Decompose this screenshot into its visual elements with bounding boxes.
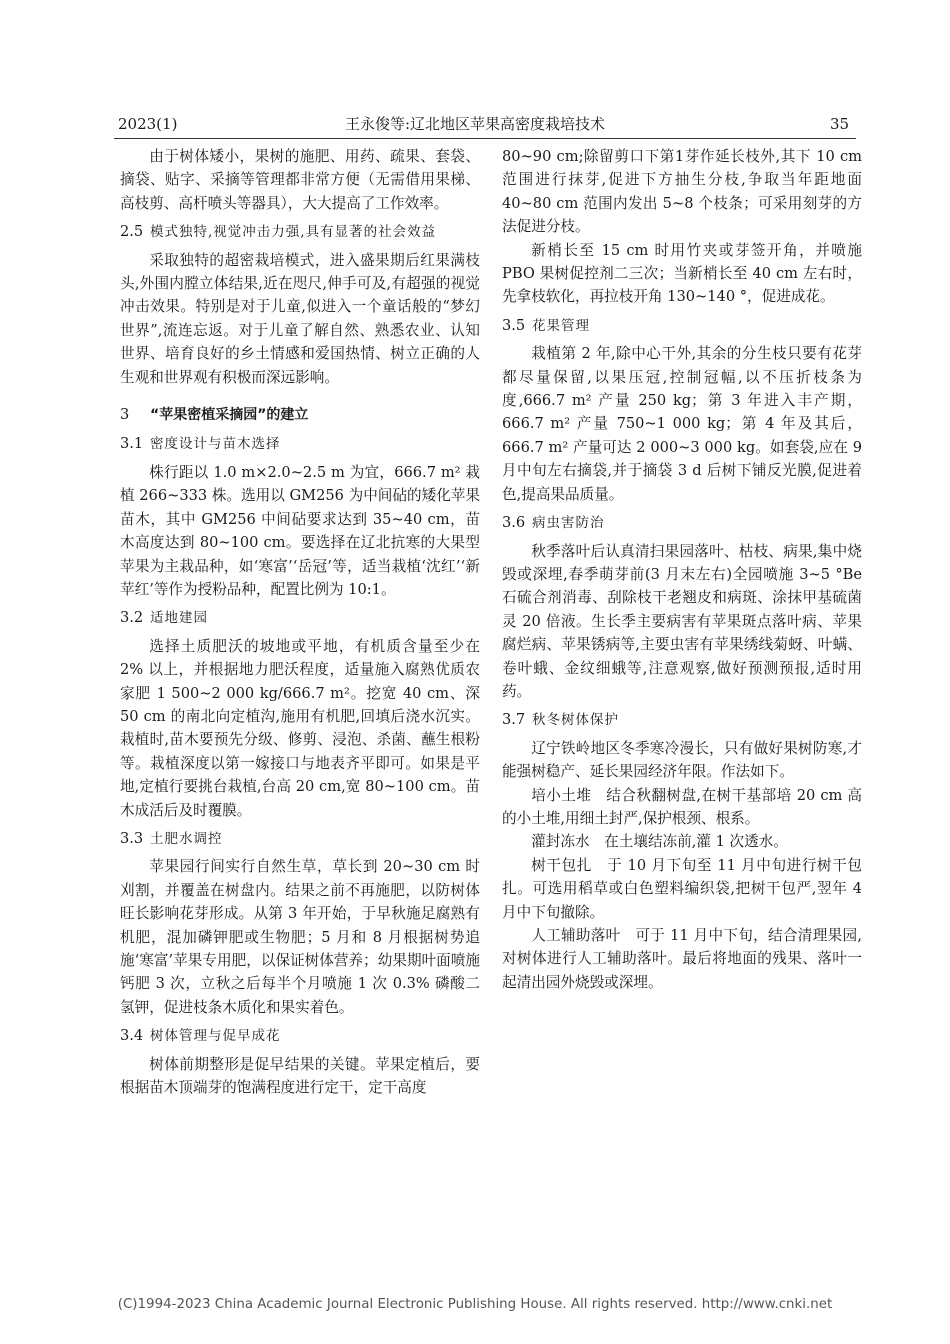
section-heading-3-2 [120, 606, 480, 630]
paragraph: 人工辅助落叶 可于 11 月中下旬，结合清理果园,对树体进行人工辅助落叶。最后将地面的残果、落叶一起清出园外烧毁或深埋。 [502, 927, 862, 991]
paragraph: 选择土质肥沃的坡地或平地，有机质含量至少在 2% 以上，并根据地力肥沃程度，适量施入腐熟优质农家肥 1 500~2 000 kg/666.7 m²。挖宽 40 cm、深 50 cm 的南北向定植沟,施用有机肥,回填后浇水沉实。栽植时,苗木要预先分级、修剪、浸泡、杀菌、蘸生根粉等。栽植深度以第一嫁接口与地表齐平即可。如果是平地,定植行要挑台栽植,台高 20 cm,宽 80~100 cm。苗木成活后及时覆膜。 [120, 637, 480, 819]
copyright-footer: (C)1994-2023 China Academic Journal Electronic Publishing House. All rights reserved. http://www.cnki.net [117, 1297, 833, 1312]
section-title: 秋冬树体保护 [532, 712, 619, 729]
section-title: “苹果密植采摘园”的建立 [150, 407, 309, 424]
paragraph: 株行距以 1.0 m×2.0~2.5 m 为宜，666.7 m² 栽植 266~333 株。选用以 GM256 为中间砧的矮化苹果苗木，其中 GM256 中间砧要求达到 35~40 cm，苗木高度达到 80~100 cm。要选择在辽北抗寒的大果型苹果为主栽品种，如‘寒富’‘岳冠’等，适当栽植‘沈红’‘新苹红’等作为授粉品种，配置比例为 10:1。 [120, 463, 480, 598]
right-column [502, 145, 862, 994]
section-number: 3.4 [120, 1027, 144, 1045]
paragraph: 树干包扎 于 10 月下旬至 11 月中旬进行树干包扎。可选用稻草或白色塑料编织袋,把树干包严,翌年 4 月中下旬撤除。 [502, 856, 862, 921]
section-title: 适地建园 [150, 610, 208, 627]
page-number: 35 [830, 115, 850, 133]
section-heading-3-1 [120, 432, 480, 456]
section-title: 土肥水调控 [150, 830, 223, 847]
section-heading-3-3 [120, 827, 480, 851]
paragraph: 采取独特的超密栽培模式，进入盛果期后红果满枝头,外围内膛立体结果,近在咫尺,伸手可及,有超强的视觉冲击效果。特别是对于儿童,似进入一个童话般的“梦幻世界”,流连忘返。对于儿童了解自然、熟悉农业、认知世界、培育良好的乡土情感和爱国热情、树立正确的人生观和世界观有积极而深远影响。 [120, 251, 480, 386]
section-number: 3.5 [502, 316, 526, 334]
section-number: 3.3 [120, 829, 144, 847]
section-number: 3.1 [120, 435, 144, 453]
section-heading-3 [120, 403, 480, 427]
running-title: 王永俊等:辽北地区苹果高密度栽培技术 [344, 115, 606, 133]
section-title: 树体管理与促早成花 [150, 1028, 281, 1045]
paragraph: 秋季落叶后认真清扫果园落叶、枯枝、病果,集中烧毁或深埋,春季萌芽前(3 月末左右)全园喷施 3~5 °Be 石硫合剂消毒、刮除枝干老翘皮和病斑、涂抹甲基硫菌灵 20 倍液。生长季主要病害有苹果斑点落叶病、苹果腐烂病、苹果锈病等,主要虫害有苹果绣线菊蚜、叶螨、卷叶蛾、金纹细蛾等,注意观察,做好预测预报,适时用药。 [502, 542, 862, 700]
section-title: 密度设计与苗木选择 [150, 436, 281, 453]
paragraph: 树体前期整形是促早结果的关键。苹果定植后，要根据苗木顶端芽的饱满程度进行定干，定干高度 [120, 1055, 480, 1097]
section-number: 2.5 [120, 223, 144, 241]
section-title: 病虫害防治 [532, 515, 605, 532]
paragraph: 栽植第 2 年,除中心干外,其余的分生枝只要有花芽都尽量保留,以果压冠,控制冠幅,以不压折枝条为度,666.7 m² 产量 250 kg；第 3 年进入丰产期，666.7 m² 产量 750~1 000 kg；第 4 年及其后，666.7 m² 产量可达 2 000~3 000 kg。如套袋,应在 9 月中旬左右摘袋,并于摘袋 3 d 后树下铺反光膜,促进着色,提高果品质量。 [502, 345, 862, 503]
section-number: 3 [120, 406, 130, 424]
section-title: 模式独特,视觉冲击力强,具有显著的社会效益 [150, 224, 437, 241]
paragraph: 苹果园行间实行自然生草，草长到 20~30 cm 时刈割，并覆盖在树盘内。结果之前不再施肥，以防树体旺长影响花芽形成。从第 3 年开始，于早秋施足腐熟有机肥，混加磷钾肥或生物肥；5 月和 8 月根据树势追施‘寒富’苹果专用肥，以保证树体营养；幼果期叶面喷施钙肥 3 次，立秋之后每半个月喷施 1 次 0.3% 磷酸二氢钾，促进枝条木质化和果实着色。 [120, 858, 480, 1016]
section-heading-3-6 [502, 511, 862, 535]
section-heading-3-5 [502, 314, 862, 338]
section-number: 3.2 [120, 609, 144, 627]
section-number: 3.6 [502, 514, 526, 532]
paragraph: 灌封冻水 在土壤结冻前,灌 1 次透水。 [531, 833, 788, 851]
header-rule [114, 138, 856, 139]
section-title: 花果管理 [532, 317, 590, 334]
section-heading-3-4 [120, 1024, 480, 1048]
section-heading-3-7 [502, 708, 862, 732]
paragraph: 辽宁铁岭地区冬季寒冷漫长，只有做好果树防寒,才能强树稳产、延长果园经济年限。作法如下。 [502, 739, 862, 781]
paragraph: 80~90 cm;除留剪口下第1芽作延长枝外,其下 10 cm 范围进行抹芽,促进下方抽生分枝,争取当年距地面 40~80 cm 范围内发出 5~8 个枝条；可采用刻芽的方法促进分枝。 [502, 148, 862, 236]
section-heading-2-5 [120, 220, 480, 244]
paragraph: 由于树体矮小，果树的施肥、用药、疏果、套袋、摘袋、贴字、采摘等管理都非常方便（无需借用果梯、高枝剪、高杆喷头等器具），大大提高了工作效率。 [120, 148, 480, 212]
journal-issue: 2023(1) [118, 115, 178, 133]
paragraph: 新梢长至 15 cm 时用竹夹或芽签开角，并喷施 PBO 果树促控剂二三次；当新梢长至 40 cm 左右时，先拿枝软化，再拉枝开角 130~140 °，促进成花。 [502, 241, 862, 306]
section-number: 3.7 [502, 711, 526, 729]
paragraph: 培小土堆 结合秋翻树盘,在树干基部培 20 cm 高的小土堆,用细土封严,保护根颈、根系。 [502, 786, 862, 827]
left-column [120, 145, 480, 1099]
